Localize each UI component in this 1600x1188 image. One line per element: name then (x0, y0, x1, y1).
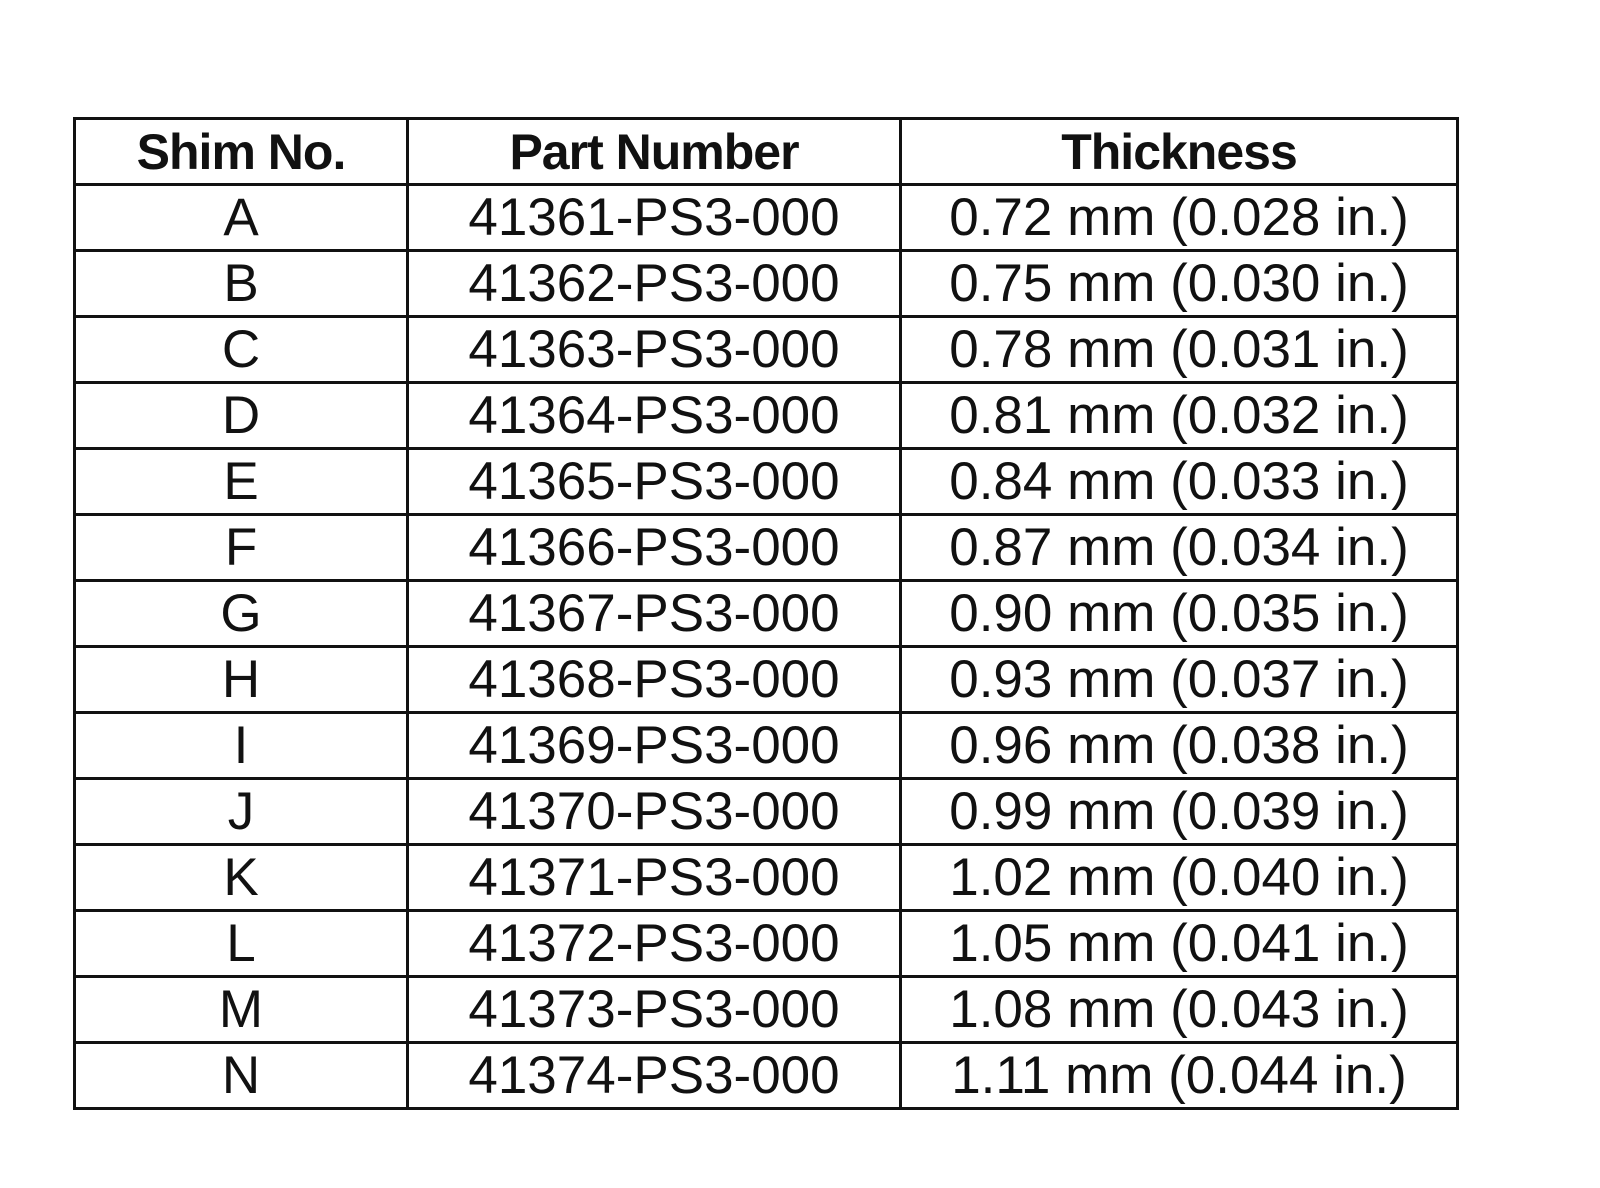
thickness-cell: 0.96 mm (0.038 in.) (901, 713, 1458, 779)
thickness-cell: 1.08 mm (0.043 in.) (901, 977, 1458, 1043)
part-number-cell: 41363-PS3-000 (408, 317, 901, 383)
thickness-cell: 0.93 mm (0.037 in.) (901, 647, 1458, 713)
table-row (75, 1043, 1458, 1109)
part-number-cell: 41371-PS3-000 (408, 845, 901, 911)
shim-no-cell: J (75, 779, 408, 845)
thickness-cell: 0.75 mm (0.030 in.) (901, 251, 1458, 317)
shim-no-cell: F (75, 515, 408, 581)
part-number-cell: 41364-PS3-000 (408, 383, 901, 449)
table-row (75, 713, 1458, 779)
shim-no-cell: M (75, 977, 408, 1043)
part-number-cell: 41362-PS3-000 (408, 251, 901, 317)
thickness-cell: 0.81 mm (0.032 in.) (901, 383, 1458, 449)
header-shim-no: Shim No. (75, 119, 408, 185)
shim-no-cell: A (75, 185, 408, 251)
shim-no-cell: D (75, 383, 408, 449)
table-body (75, 185, 1458, 1109)
thickness-cell: 0.72 mm (0.028 in.) (901, 185, 1458, 251)
table-row (75, 449, 1458, 515)
shim-no-cell: G (75, 581, 408, 647)
header-row (75, 119, 1458, 185)
part-number-cell: 41365-PS3-000 (408, 449, 901, 515)
thickness-cell: 0.87 mm (0.034 in.) (901, 515, 1458, 581)
part-number-cell: 41369-PS3-000 (408, 713, 901, 779)
shim-no-cell: I (75, 713, 408, 779)
table-row (75, 515, 1458, 581)
part-number-cell: 41367-PS3-000 (408, 581, 901, 647)
header-part-number: Part Number (408, 119, 901, 185)
part-number-cell: 41368-PS3-000 (408, 647, 901, 713)
thickness-cell: 1.11 mm (0.044 in.) (901, 1043, 1458, 1109)
part-number-cell: 41372-PS3-000 (408, 911, 901, 977)
thickness-cell: 1.05 mm (0.041 in.) (901, 911, 1458, 977)
part-number-cell: 41373-PS3-000 (408, 977, 901, 1043)
part-number-cell: 41361-PS3-000 (408, 185, 901, 251)
shim-table-container (73, 117, 1456, 1106)
shim-no-cell: L (75, 911, 408, 977)
table-row (75, 845, 1458, 911)
table-row (75, 383, 1458, 449)
shim-no-cell: K (75, 845, 408, 911)
part-number-cell: 41366-PS3-000 (408, 515, 901, 581)
table-row (75, 581, 1458, 647)
thickness-cell: 0.84 mm (0.033 in.) (901, 449, 1458, 515)
table-row (75, 185, 1458, 251)
table-row (75, 779, 1458, 845)
table-row (75, 977, 1458, 1043)
thickness-cell: 0.90 mm (0.035 in.) (901, 581, 1458, 647)
shim-no-cell: N (75, 1043, 408, 1109)
table-row (75, 317, 1458, 383)
shim-no-cell: C (75, 317, 408, 383)
header-thickness: Thickness (901, 119, 1458, 185)
table-row (75, 911, 1458, 977)
table-header (75, 119, 1458, 185)
shim-no-cell: B (75, 251, 408, 317)
thickness-cell: 1.02 mm (0.040 in.) (901, 845, 1458, 911)
shim-no-cell: E (75, 449, 408, 515)
shim-table (73, 117, 1459, 1110)
part-number-cell: 41374-PS3-000 (408, 1043, 901, 1109)
thickness-cell: 0.99 mm (0.039 in.) (901, 779, 1458, 845)
part-number-cell: 41370-PS3-000 (408, 779, 901, 845)
table-row (75, 647, 1458, 713)
thickness-cell: 0.78 mm (0.031 in.) (901, 317, 1458, 383)
shim-no-cell: H (75, 647, 408, 713)
table-row (75, 251, 1458, 317)
